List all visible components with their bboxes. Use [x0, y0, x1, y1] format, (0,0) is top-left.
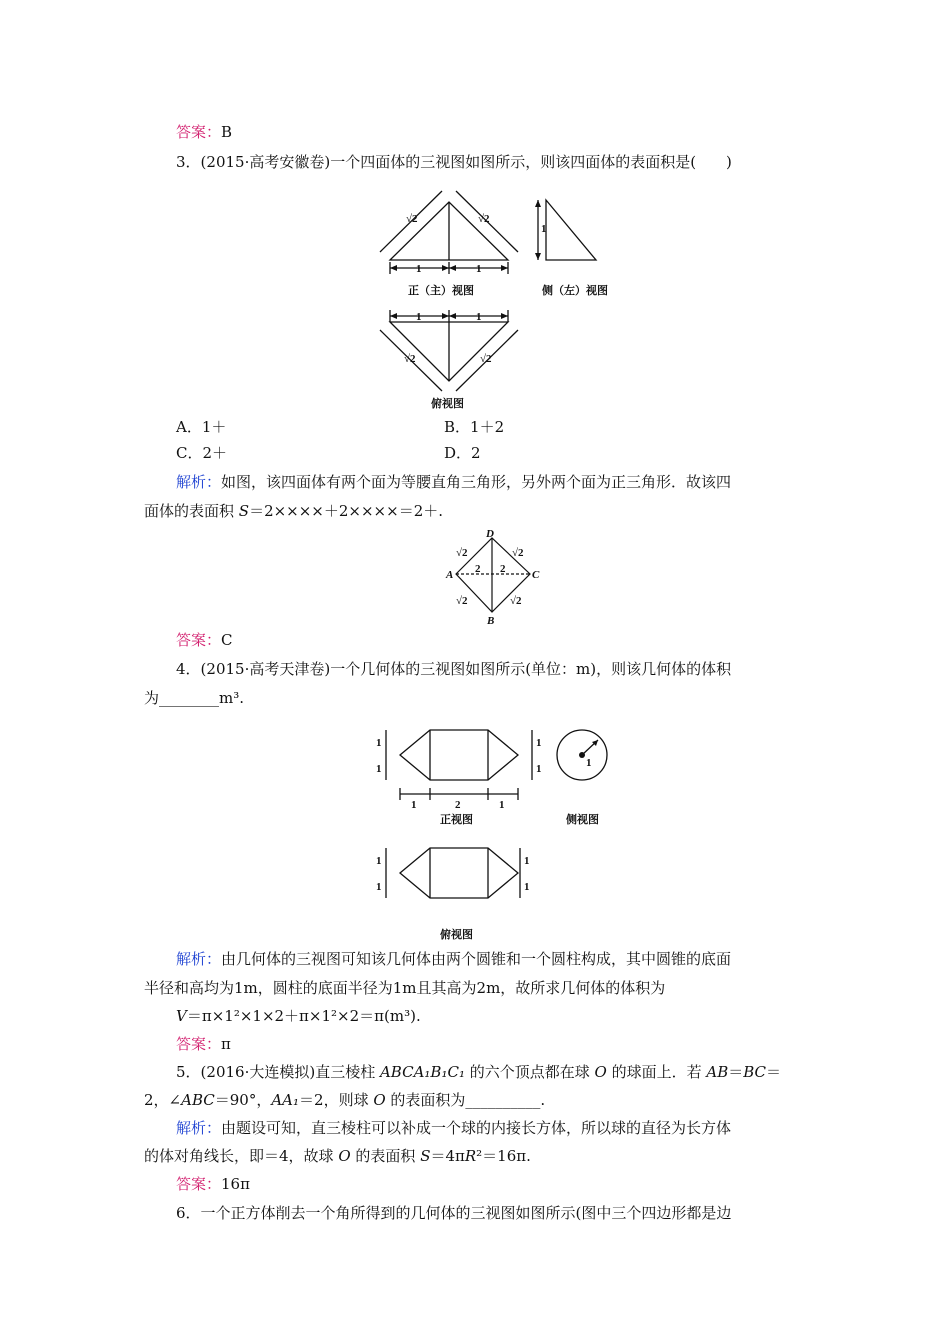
dim-front-bottom-1: 1: [411, 799, 417, 811]
analysis-text: 由题设可知，直三棱柱可以补成一个球的内接长方体，所以球的直径为长方体: [221, 1119, 732, 1137]
q3-analysis-line2: [144, 500, 443, 522]
point-b: B: [487, 615, 495, 627]
analysis-var: V: [176, 1007, 187, 1025]
answer-value: B: [221, 123, 233, 141]
dim-front-left: 1: [416, 263, 422, 275]
q3-stem: 3．(2015·高考安徽卷)一个四面体的三视图如图所示，则该四面体的表面积是( ): [176, 153, 732, 171]
analysis-label: 解析：: [176, 1119, 222, 1137]
q3-option-a: A．1＋: [176, 418, 227, 436]
dim-front-1c: 1: [536, 737, 542, 749]
analysis-text: 由几何体的三视图可知该几何体由两个圆锥和一个圆柱构成，其中圆锥的底面: [221, 950, 732, 968]
analysis-text: ＝π×1²×1×2＋π×1²×2＝π(m³).: [186, 1007, 421, 1025]
analysis-text: 面体的表面积: [144, 502, 239, 520]
q4-analysis-line3: [176, 1005, 421, 1027]
dim-top-sqrt2-left: √2: [404, 353, 416, 365]
dim-top-1d: 1: [524, 881, 530, 893]
q3-option-b: B．1＋2: [444, 418, 505, 436]
front-view-shape: [400, 730, 518, 780]
q2-answer: [176, 121, 232, 143]
q5-stem-line1: 5．(2016·大连模拟)直三棱柱 ABCA₁B₁C₁ 的六个顶点都在球 O 的球面上．若 AB＝BC＝: [176, 1063, 782, 1081]
label-2: 2: [475, 563, 481, 575]
side-view-triangle: [546, 200, 596, 260]
dim-top-1c: 1: [524, 855, 530, 867]
q5-answer: [176, 1173, 250, 1195]
answer-label: 答案：: [176, 631, 222, 649]
dim-front-sqrt2-right: √2: [478, 213, 490, 225]
side-view-caption: 侧视图: [566, 814, 599, 826]
dim-side-radius: 1: [586, 757, 592, 769]
label-2b: 2: [500, 563, 506, 575]
q4-answer: [176, 1033, 231, 1055]
analysis-text: 如图，该四面体有两个面为等腰直角三角形，另外两个面为正三角形．故该四: [221, 473, 732, 491]
point-a: A: [446, 569, 454, 581]
dim-top-1b: 1: [376, 881, 382, 893]
dim-top-sqrt2-right: √2: [480, 353, 492, 365]
q5-analysis-line1: [176, 1117, 731, 1139]
dim-front-sqrt2-left: √2: [406, 213, 418, 225]
edge-sqrt2-2: √2: [512, 547, 524, 559]
dim-side-height: 1: [541, 223, 547, 235]
analysis-label: 解析：: [176, 473, 222, 491]
dim-front-1a: 1: [376, 737, 382, 749]
q6-stem-line1: 6．一个正方体削去一个角所得到的几何体的三视图如图所示(图中三个四边形都是边: [176, 1204, 732, 1222]
answer-value: 16π: [221, 1175, 250, 1193]
side-view-caption: 侧（左）视图: [542, 285, 608, 297]
q4-analysis-line1: [176, 948, 731, 970]
analysis-var: S: [238, 502, 250, 520]
q4-stem-line1: 4．(2015·高考天津卷)一个几何体的三视图如图所示(单位：m)，则该几何体的体积: [176, 660, 732, 678]
dim-front-right: 1: [476, 263, 482, 275]
front-view-caption: 正（主）视图: [408, 285, 474, 297]
top-view-caption: 俯视图: [431, 398, 464, 410]
dim-front-bottom-2: 2: [455, 799, 461, 811]
q4-stem-line2: 为________m³.: [144, 689, 245, 707]
edge-sqrt2-3: √2: [456, 595, 468, 607]
point-d: D: [486, 528, 494, 540]
q3-option-d: D．2: [444, 444, 481, 462]
q3-analysis-line1: [176, 471, 731, 493]
dim-front-1b: 1: [376, 763, 382, 775]
edge-sqrt2-1: √2: [456, 547, 468, 559]
front-view-caption: 正视图: [440, 814, 473, 826]
dim-top-right: 1: [476, 311, 482, 323]
q4-analysis-line2: 半径和高均为1m，圆柱的底面半径为1m且其高为2m，故所求几何体的体积为: [144, 979, 666, 997]
analysis-label: 解析：: [176, 950, 222, 968]
answer-value: C: [221, 631, 233, 649]
q3-three-view-figure: [370, 182, 640, 412]
answer-label: 答案：: [176, 123, 222, 141]
top-view-caption: 俯视图: [440, 929, 473, 941]
q5-analysis-line2: 的体对角线长，即＝4，故球 O 的表面积 S＝4πR²＝16π.: [144, 1147, 531, 1165]
q5-stem-line2: 2，∠ABC＝90°，AA₁＝2，则球 O 的表面积为__________.: [144, 1091, 546, 1109]
dim-front-bottom-1b: 1: [499, 799, 505, 811]
point-c: C: [532, 569, 540, 581]
answer-label: 答案：: [176, 1175, 222, 1193]
dim-front-1d: 1: [536, 763, 542, 775]
dim-top-1a: 1: [376, 855, 382, 867]
analysis-text: ＝2××××＋2××××＝2＋.: [249, 502, 444, 520]
q4-three-view-figure: [370, 720, 630, 945]
top-view-shape: [400, 848, 518, 898]
q3-option-c: C．2＋: [176, 444, 228, 462]
answer-value: π: [221, 1035, 231, 1053]
dim-top-left: 1: [416, 311, 422, 323]
answer-label: 答案：: [176, 1035, 222, 1053]
edge-sqrt2-4: √2: [510, 595, 522, 607]
q3-answer: [176, 629, 233, 651]
q3-analysis-diagram: [440, 528, 550, 628]
